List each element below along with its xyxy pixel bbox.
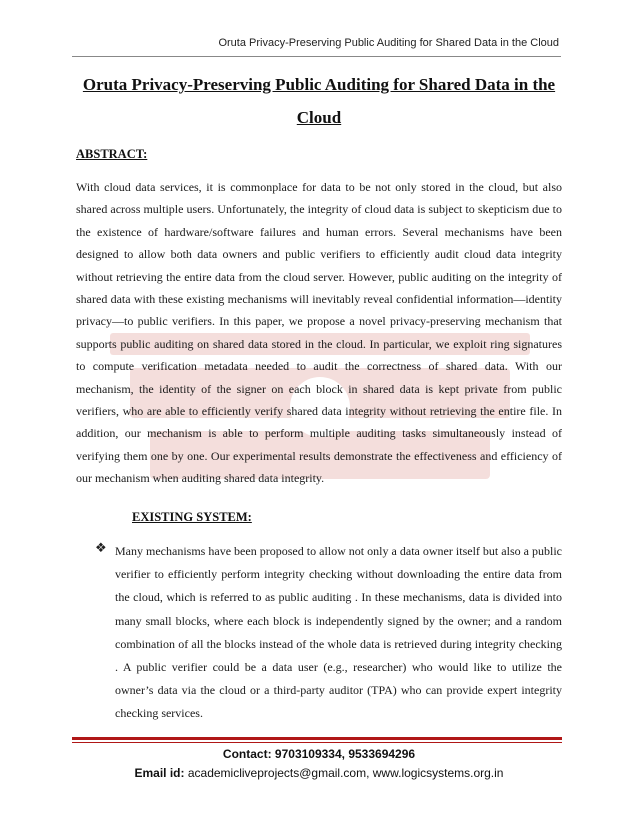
header-divider	[72, 56, 561, 57]
abstract-heading: ABSTRACT:	[76, 147, 148, 161]
footer-email	[0, 766, 638, 780]
existing-system-paragraph: Many mechanisms have been proposed to allow not only a data owner itself but also a public verifier to efficiently perform integrity checking without downloading the entire data from the cloud, which is referred to as public auditing . In these mechanisms, data is divided into many small blocks, where each block is independently signed by the owner; and a random combination of all the blocks instead of the whole data is retrieved during integrity checking . A public verifier could be a data user (e.g., researcher) who would like to utilize the owner’s data via the cloud or a third-party auditor (TPA) who can provide expert integrity checking services.	[115, 544, 562, 721]
abstract-paragraph: With cloud data services, it is commonplace for data to be not only stored in the cloud, but also shared across multiple users. Unfortunately, the integrity of cloud data is subject to skepticism due to the existence of hardware/software failures and human errors. Several mechanisms have been designed to allow both data owners and public verifiers to efficiently audit cloud data integrity without retrieving the entire data from the cloud server. However, public auditing on the integrity of shared data with these existing mechanisms will inevitably reveal confidential information—identity privacy—to public verifiers. In this paper, we propose a novel privacy-preserving mechanism that supports public auditing on shared data stored in the cloud. In particular, we exploit ring signatures to compute verification metadata needed to audit the correctness of shared data. With our mechanism, the identity of the signer on each block in shared data is kept private from public verifiers, who are able to efficiently verify shared data integrity without retrieving the entire file. In addition, our mechanism is able to perform multiple auditing tasks simultaneously instead of verifying them one by one. Our experimental results demonstrate the effectiveness and efficiency of our mechanism when auditing shared data integrity.	[76, 180, 562, 486]
page-title: Oruta Privacy-Preserving Public Auditing for Shared Data in the Cloud	[82, 75, 556, 127]
email-label: Email id:	[134, 766, 185, 780]
footer-divider-thin	[72, 742, 562, 743]
footer-divider-thick	[72, 737, 562, 740]
running-header: Oruta Privacy-Preserving Public Auditing for Shared Data in the Cloud	[218, 37, 559, 49]
existing-system-heading: EXISTING SYSTEM:	[132, 510, 252, 524]
diamond-bullet-icon: ❖	[95, 541, 107, 556]
email-value: academicliveprojects@gmail.com, www.logicsystems.org.in	[187, 766, 504, 780]
footer-contact: Contact: 9703109334, 9533694296	[222, 747, 416, 761]
